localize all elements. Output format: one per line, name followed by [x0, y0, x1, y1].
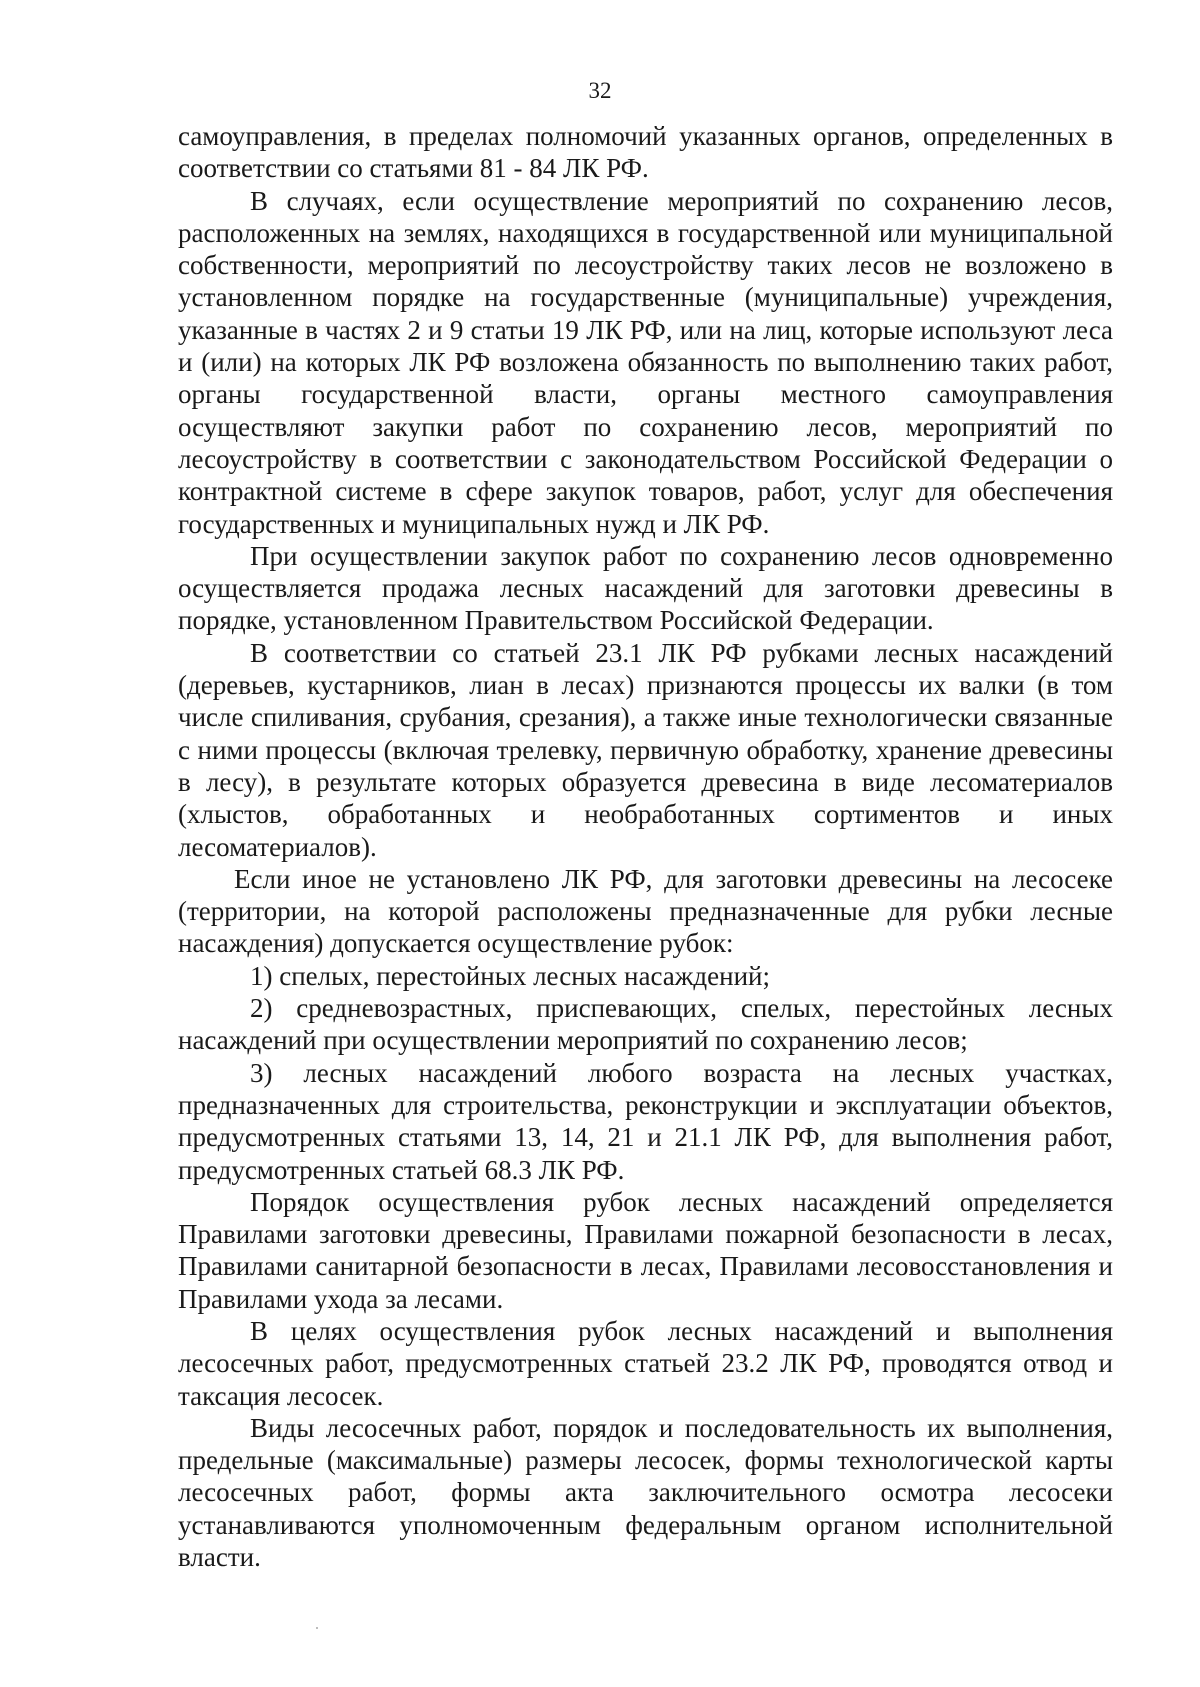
paragraph-logging-works: Виды лесосечных работ, порядок и последовательность их выполнения, предельные (максимальные) размеры лесосек, формы технологической карты лесосечных работ, формы акта заключительного осмотра лесосеки устанавливаются уполномоченным федеральным органом исполнительной власти.	[178, 1412, 1113, 1573]
document-body	[178, 120, 1113, 1573]
list-item-2: 2) средневозрастных, приспевающих, спелых, перестойных лесных насаждений при осуществлении мероприятий по сохранению лесов;	[178, 993, 1113, 1056]
page-number: 32	[588, 78, 612, 103]
paragraph-continuation: самоуправления, в пределах полномочий указанных органов, определенных в соответствии со статьями 81 - 84 ЛК РФ.	[178, 121, 1113, 184]
paragraph-allotment-taxation: В целях осуществления рубок лесных насаждений и выполнения лесосечных работ, предусмотренных статьей 23.2 ЛК РФ, проводятся отвод и таксация лесосек.	[178, 1315, 1113, 1411]
scan-speck	[316, 1627, 318, 1629]
paragraph-procurement-cases: В случаях, если осуществление мероприятий по сохранению лесов, расположенных на землях, находящихся в государственной или муниципальной собственности, мероприятий по лесоустройству таких лесов не возложено в установленном порядке на государственные (муниципальные) учреждения, указанные в частях 2 и 9 статьи 19 ЛК РФ, или на лиц, которые используют леса и (или) на которых ЛК РФ возложена обязанность по выполнению таких работ, органы государственной власти, органы местного самоуправления осуществляют закупки работ по сохранению лесов, мероприятий по лесоустройству в соответствии с законодательством Российской Федерации о контрактной системе в сфере закупок товаров, работ, услуг для обеспечения государственных и муниципальных нужд и ЛК РФ.	[178, 185, 1113, 539]
list-item-1: 1) спелых, перестойных лесных насаждений;	[250, 960, 770, 991]
paragraph-felling-rules: Порядок осуществления рубок лесных насаждений определяется Правилами заготовки древесины, Правилами пожарной безопасности в лесах, Правилами санитарной безопасности в лесах, Правилами лесовосстановления и Правилами ухода за лесами.	[178, 1186, 1113, 1314]
list-item-3: 3) лесных насаждений любого возраста на лесных участках, предназначенных для строительства, реконструкции и эксплуатации объектов, предусмотренных статьями 13, 14, 21 и 21.1 ЛК РФ, для выполнения работ, предусмотренных статьей 68.3 ЛК РФ.	[178, 1057, 1113, 1185]
paragraph-allowed-fellings: Если иное не установлено ЛК РФ, для заготовки древесины на лесосеке (территории, на которой расположены предназначенные для рубки лесные насаждения) допускается осуществление рубок:	[178, 863, 1113, 959]
paragraph-timber-sale: При осуществлении закупок работ по сохранению лесов одновременно осуществляется продажа лесных насаждений для заготовки древесины в порядке, установленном Правительством Российской Федерации.	[178, 540, 1113, 636]
paragraph-felling-definition: В соответствии со статьей 23.1 ЛК РФ рубками лесных насаждений (деревьев, кустарников, лиан в лесах) признаются процессы их валки (в том числе спиливания, срубания, срезания), а также иные технологически связанные с ними процессы (включая трелевку, первичную обработку, хранение древесины в лесу), в результате которых образуется древесина в виде лесоматериалов (хлыстов, обработанных и необработанных сортиментов и иных лесоматериалов).	[178, 637, 1113, 862]
